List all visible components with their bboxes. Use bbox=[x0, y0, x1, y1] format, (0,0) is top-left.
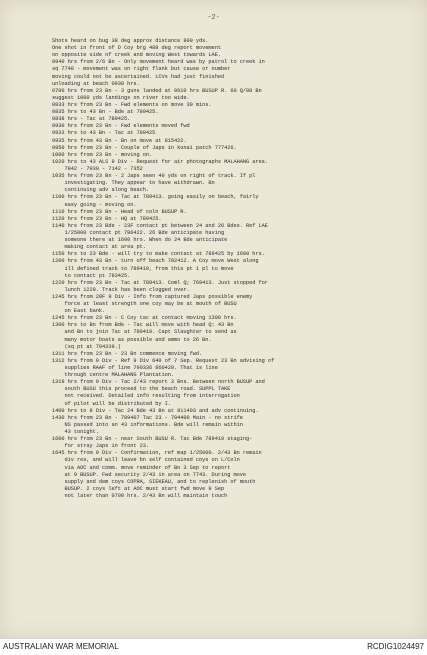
log-line: many motor boats as possible and ammo to 26 Bn. bbox=[52, 336, 212, 343]
log-line: investigating. They appear to have withdrawn. Bn bbox=[52, 180, 215, 187]
log-line: NS passed into an 43 informations. Bde will remain within bbox=[52, 421, 243, 428]
log-line: Shots heard on bug 38 deg approx distance 800 yds. bbox=[52, 38, 209, 44]
log-line: for stray Japs in front 23. bbox=[52, 443, 149, 450]
log-line: not later than 0700 hrs. 2/43 Bn will maintain touch bbox=[52, 493, 228, 499]
log-line: 1600 hrs from 23 Bn - near South BUSU R. Tac Bde 789410 staging- bbox=[52, 436, 253, 443]
log-line: 0930 hrs from 23 Bn - Fwd elements moved fwd bbox=[52, 123, 190, 130]
log-line: 1150 hrs to 23 Bde - will try to make contact at 789425 by 1600 hrs. bbox=[52, 251, 265, 258]
log-line: 43 tonight. bbox=[52, 429, 99, 436]
log-line: not received. Detailed info resulting from interrogation bbox=[52, 393, 240, 400]
log-line: easy going - moving on. bbox=[52, 201, 137, 208]
log-line: 0838 hrs - Tac at 789425. bbox=[52, 116, 131, 123]
log-line: continuing adv along beach. bbox=[52, 187, 149, 194]
log-line: unloading at beach 0930 hrs. bbox=[52, 80, 140, 87]
log-line: at 9 BUSUP. Fwd security 2/43 in area on 7743. During move bbox=[52, 471, 246, 478]
log-line: through centre MALAHANG Plantation. bbox=[52, 372, 175, 379]
log-line: sq 7748 - movement was on right flank but cause or number bbox=[52, 66, 231, 73]
footer-record-id: RCDIG1024497 bbox=[367, 642, 424, 651]
log-line: 0835 hrs to 43 Bn - Bde at 789425. bbox=[52, 109, 159, 116]
log-line: 1312 hrs from 9 Div - Ref 9 Div 640 of 7 Sep. Request 23 Bn advising of bbox=[52, 357, 275, 364]
log-line: suggest 1000 yds landings on river too wide. bbox=[52, 94, 190, 101]
log-line: and Bn to join Tac at 789410. Capt Slaughter to send as bbox=[52, 329, 237, 336]
log-line: making contact at area pt. bbox=[52, 244, 146, 251]
log-line: 1319 hrs from 9 Div - Tac 2/43 report 3 Bns. Between north BUSUP and bbox=[52, 379, 265, 386]
log-line: 1035 hrs from 23 Bn - 2 Japs seen 40 yds on right of track. If pl bbox=[52, 173, 256, 180]
war-diary-log bbox=[52, 38, 412, 500]
log-line: lunch 1220. Track has been clogged over. bbox=[52, 286, 190, 293]
log-line: via AOC and comm. move reminder of Bn 3 Sep to report bbox=[52, 464, 231, 471]
log-line: 1000 hrs from 23 Bn - moving on. bbox=[52, 151, 153, 158]
log-line: One shot in front of D Coy brg 488 deg report movement bbox=[52, 45, 221, 52]
log-line: someone there at 1600 hrs. When do 24 Bde anticipate bbox=[52, 237, 228, 244]
log-line: to contact pt 783425. bbox=[52, 272, 131, 279]
log-line: 1300 hrs to Bn from Bde - Tac will move with head Q: 43 Bn bbox=[52, 322, 234, 329]
log-line: 0700 hrs from 23 Bn - 3 guns landed at 0610 hrs BUSUP R. 60 Q/88 Bn bbox=[52, 87, 262, 94]
log-line: 1120 hrs from 23 Bn - HQ at 789425. bbox=[52, 215, 162, 222]
log-line: supply and dem coys COPRA, SIEKEAU, and to replenish of mouth bbox=[52, 478, 256, 485]
log-line: 1140 hrs from 23 Bde - 23F contact pt between 24 and 26 Bdes. Ref LAE bbox=[52, 222, 268, 229]
log-line: 1110 hrs from 23 Bn - Head of coln BUSUP R. bbox=[52, 208, 187, 215]
log-line: 1220 hrs from 23 Bn - Tac at 789413. Coml Q; 769413. Just stopped for bbox=[52, 279, 268, 286]
archive-footer bbox=[0, 638, 427, 655]
log-line: 1311 hrs from 23 Bn - 23 Bn commence moving fwd. bbox=[52, 350, 203, 357]
log-line: BUSUP. 2 coys left at AOC must start fwd move 9 Sep bbox=[52, 485, 225, 492]
log-line: 1/25000 contact pt 786422. 26 Bde anticipate having bbox=[52, 229, 225, 236]
log-line: of pilot will be distributed by I. bbox=[52, 400, 171, 407]
log-line: 1245 hrs from 20F 9 Div - Info from captured Japs possible enemy bbox=[52, 293, 253, 300]
log-line: 1645 hrs from 9 Div - Confirmation, ref map 1/25000. 2/43 Bn remain bbox=[52, 450, 262, 457]
log-line: ill defined track to 789410, from this pt 1 pl to move bbox=[52, 265, 234, 272]
log-line: on opposite side of creek and moving West towards LAE. bbox=[52, 52, 221, 59]
log-line: 1020 hrs to 43 ALS 9 Div - Request for air photographs MALAHANG area. bbox=[52, 158, 268, 165]
log-line: 0833 hrs from 23 Bn - Fwd elements on move 30 mins. bbox=[52, 101, 212, 108]
log-line: 1400 hrs to 9 Div - Tac 24 Bde 43 Bn at 811403 and adv continuing. bbox=[52, 407, 259, 414]
log-line: supplies RAAF of line 790336 860420. That is line bbox=[52, 365, 218, 372]
log-line: 1200 hrs from 43 Bn - turn off beach 782412. A Coy move West along bbox=[52, 258, 259, 265]
log-line: 1100 hrs from 23 Bn - Tac at 789413. going easily on beach, fairly bbox=[52, 194, 259, 201]
log-line: on East bank. bbox=[52, 308, 106, 315]
log-line: 0935 hrs from 43 Bn - Bn on move at 815422. bbox=[52, 137, 187, 144]
log-line: 0933 hrs to 43 Bn - Tac at 789425 bbox=[52, 130, 156, 137]
log-line: 0950 hrs from 23 Bn - Couple of Japs in kunai patch 777426. bbox=[52, 144, 237, 151]
log-line: 1245 hrs from 23 Bn - C Coy tac at contact moving 1300 hrs. bbox=[52, 315, 237, 322]
footer-institution: AUSTRALIAN WAR MEMORIAL bbox=[3, 642, 119, 651]
log-line: (sq pt at 794339.) bbox=[52, 343, 121, 350]
log-line: 0940 hrs from 2/6 Bn - Only movement heard was by patrol to creek in bbox=[52, 59, 265, 66]
log-line: force at least strength one coy may be at mouth of BUSU bbox=[52, 301, 237, 308]
log-line: 1430 hrs from 23 Bn - 789407 Tac 23 - 784400 Main - no strife bbox=[52, 414, 243, 421]
page-number: -2- bbox=[207, 14, 220, 22]
log-line: 7842 - 7930 - 7142 - 7352 bbox=[52, 165, 143, 172]
log-line: div res, and will leave bn self contained coys on L/Coln bbox=[52, 457, 240, 464]
log-line: moving could not be ascertained. LCVs had just finished bbox=[52, 73, 225, 80]
log-line: south BUSU this proceed to the beach road. SUPPL TAKE bbox=[52, 386, 231, 393]
